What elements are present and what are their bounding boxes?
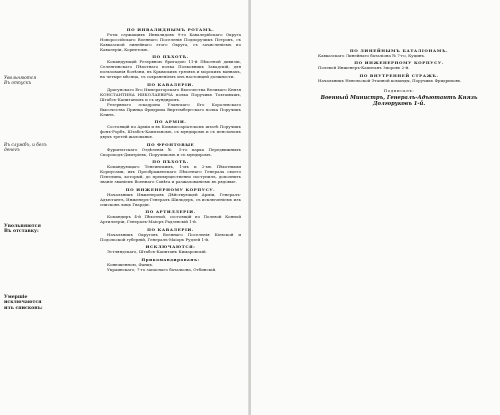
section-heading: ПО АРМІИ. bbox=[154, 119, 187, 124]
margin-note-leave: Увольняются Въ отпускъ bbox=[4, 76, 37, 87]
paragraph: Фурштатскаго Отдѣленія № 5-го парка Передвижныхъ Скороходъ-Дмитріевъ, Поручикомъ и съ мундиромъ. bbox=[100, 146, 241, 157]
section-heading: ПО ФРОНТОВЫЕ bbox=[146, 141, 195, 147]
paragraph: Начальникъ Инженеровъ Дѣйствующей Арміи, Генералъ-Адъютантъ, Инженеръ-Генералъ Шильдеръ, съ исключеніемъ изъ списковъ лицъ Гвардіи. bbox=[100, 191, 241, 207]
section-heading: ПО КАВАЛЕРІИ. bbox=[147, 81, 194, 87]
paragraph: Начальникъ Округовъ Военнаго Поселенія Кіевской и Подольской губерній, Генералъ-Маіоръ Рудзей 1-й. bbox=[100, 231, 241, 242]
margin-note-dismissal: Увольняются Въ отставку: bbox=[4, 224, 41, 235]
section-heading: ПО ВНУТРЕННЕЙ СТРАЖѢ. bbox=[359, 72, 439, 78]
paragraph: Начальникъ Невельской Этапной команды, Поручикъ Фридриховъ. bbox=[318, 77, 462, 83]
section-heading: ПО ЛИНЕЙНЫМЪ БАТАЛІОНАМЪ. bbox=[349, 47, 449, 53]
margin-note-service: Въ службъ, и безъ денегъ bbox=[4, 143, 47, 154]
section-heading: ИСКЛЮЧАЮТСЯ: bbox=[145, 244, 196, 249]
paragraph: Роты служащихъ Инвалидовъ 9-го Кавалерійскаго Округа Новороссійскаго Военнаго Поселенія Подпоручикъ Петровъ, съ Кавказской линейнаго этого Округа, съ зачисленіемъ по Кавалеріи, Корнетомъ. bbox=[100, 31, 241, 52]
paragraph: Состоящій по Арміи и въ Коммиссаріатскомъ штатѣ Поручикъ фонъ-Рорбъ, Штабсъ-Капитаномъ, съ мундиромъ и съ пенсіономъ двухъ третей жалованья. bbox=[100, 124, 241, 139]
paragraph: Командующаго Тенгинскимъ, 1-мъ и 2-мъ Пѣхотными Корпусами, ихъ Преображенскаго Пѣхотнаго Генерала своего Пепелина, который, до преимущественно поступилъ, дополнить званіе званіемъ Военнаго Совѣта и разжалованіемъ въ рядовые. bbox=[100, 164, 241, 184]
left-column bbox=[100, 24, 241, 272]
section-heading: Прикомандированъ: bbox=[141, 256, 200, 262]
right-page bbox=[251, 0, 500, 415]
signature-label: Подписалъ: bbox=[383, 87, 415, 93]
section-heading: ПО ПѢХОТѢ. bbox=[152, 159, 189, 164]
section-heading: ПО ПѢХОТѢ. bbox=[152, 54, 189, 59]
paragraph: Командиръ 4-й Пѣхотной, состоящій по Полевой Конной Артиллеріи, Генералъ-Маіоръ Радзевскій 1-й. bbox=[100, 214, 241, 224]
right-sections bbox=[311, 48, 487, 83]
margin-note-deceased: Умершіе исключаются изъ списковъ: bbox=[4, 295, 43, 311]
section-heading: ПО АРТИЛЛЕРІИ. bbox=[145, 209, 196, 214]
right-column bbox=[311, 45, 487, 107]
paragraph: Командующій Резервною бригадою 11-й Пѣхотной дивизіи, Селенгинскаго Пѣхотнаго полка Полковникъ Завадскій, для пользованія болѣзни, въ Крымскихъ грязяхъ и морскихъ ваннахъ, на четыре мѣсяца, съ сохраненіемъ онъ настоящей должности. bbox=[100, 59, 241, 79]
section-heading: ПО ИНЖЕНЕРНОМУ КОРПУСУ. bbox=[354, 60, 444, 65]
paragraph: Драгунскаго Его Императорскаго Высочества Великаго Князя КОНСТАНТИНА НИКОЛАЕВИЧА полка Поручикъ Тохтамышъ, Штабсъ-Капитаномъ и съ мундиромъ. bbox=[100, 86, 241, 102]
paragraph: Кавказскаго Линейнаго баталіона № 7-го, Куцинъ. bbox=[318, 52, 426, 58]
section-heading: ПО ИНЖЕНЕРНОМУ КОРПУСУ. bbox=[125, 186, 216, 192]
paragraph: Полевой Инженеръ-Капитанъ Зиоровъ 2-й. bbox=[318, 65, 410, 70]
paragraph: Резервнаго эскадрона Уланскаго Его Королевскаго Высочества Принца Фридриха Виртембергскаго полка Поручикъ Клинъ. bbox=[100, 101, 241, 117]
section-heading: ПО КАВАЛЕРІИ. bbox=[147, 226, 194, 232]
paragraph: Украинскаго, 7-го запаснаго батальона, Отбинскій. bbox=[107, 266, 217, 272]
paragraph: Конюшенною, Фанцъ. bbox=[107, 261, 154, 267]
paragraph: Эстляндскаго, Штабсъ-Капитанъ Кимаровскій. bbox=[107, 249, 207, 254]
signature: Военный Министръ, Генералъ-Адъютантъ Князь Долгоруковъ 1-й. bbox=[320, 94, 478, 107]
section-heading: ПО ИНВАЛИДНЫМЪ РОТАМЪ. bbox=[126, 26, 215, 32]
